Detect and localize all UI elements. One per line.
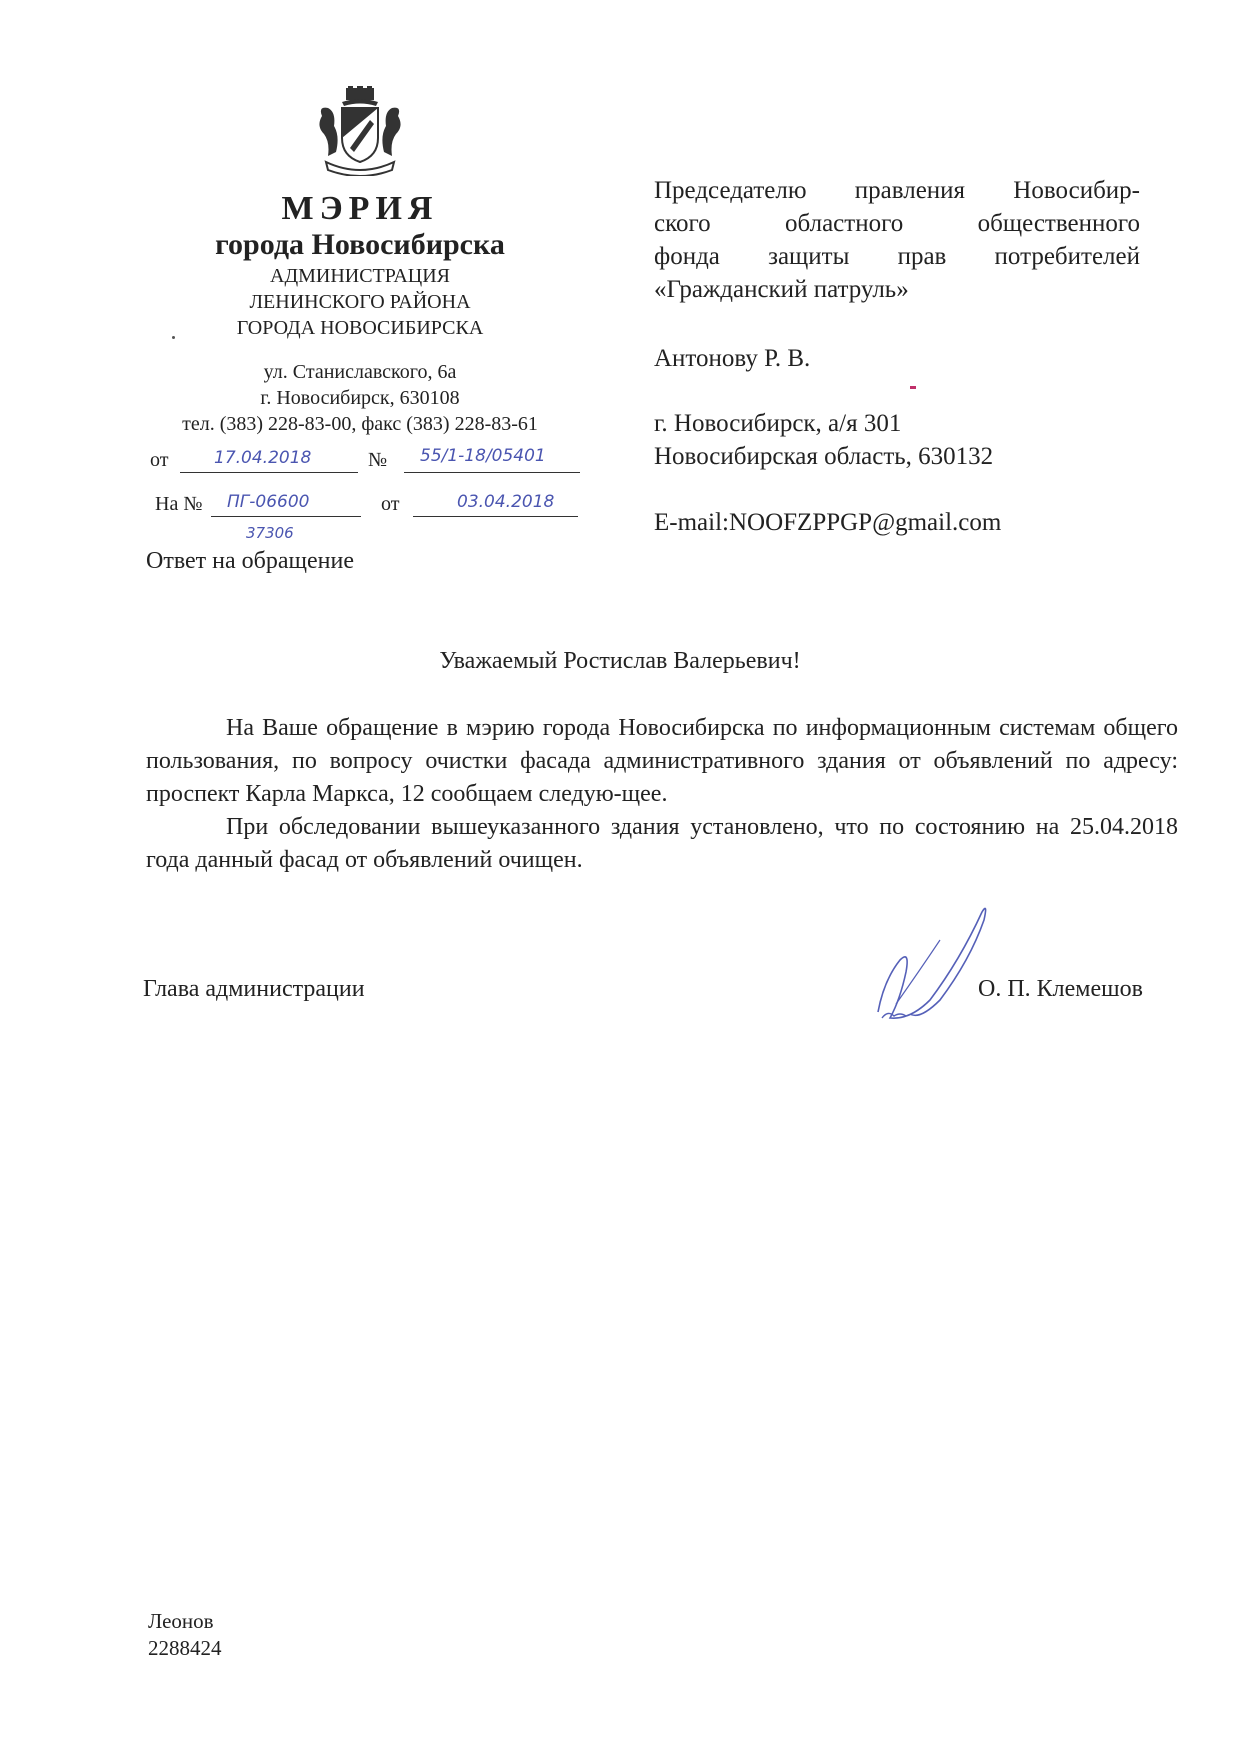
number-value: 55/1-18/05401 [420, 446, 546, 466]
executor-phone: 2288424 [148, 1636, 222, 1660]
signatory-name: О. П. Клемешов [978, 976, 1143, 1002]
ref-number-extra: 37306 [246, 524, 294, 542]
recipient-email: E-mail:NOOFZPPGP@gmail.com [654, 509, 1002, 536]
ref-date-field [413, 490, 578, 517]
ref-number-field [211, 490, 361, 517]
body-paragraph-2: При обследовании вышеуказанного здания установлено, что по состоянию на 25.04.2018 года данный фасад от объявлений очищен. [146, 814, 1178, 873]
executor-block [148, 1608, 222, 1662]
recipient-name: Антонову Р. В. [654, 345, 811, 372]
org-line-district: ЛЕНИНСКОГО РАЙОНА [249, 291, 471, 313]
recipient-address-line-2: Новосибирская область, 630132 [654, 443, 994, 470]
recipient-line-3: фонда защиты прав потребителей [654, 243, 1140, 270]
mayor-office-title: МЭРИЯ [281, 190, 439, 227]
body-paragraph-1: На Ваше обращение в мэрию города Новосибирска по информационным системам общего пользования, по вопросу очистки фасада административного здания от объявлений по адресу: проспект Карла Маркса, 12 сообщаем следую-щее. [146, 715, 1178, 807]
from-date-field [180, 446, 358, 473]
recipient-address-line-1: г. Новосибирск, а/я 301 [654, 410, 902, 437]
recipient-line-4: «Гражданский патруль» [654, 276, 909, 303]
number-label: № [368, 449, 388, 471]
coat-of-arms-icon [312, 86, 408, 176]
scan-speck [172, 336, 175, 339]
ref-number-value: ПГ-06600 [227, 492, 310, 512]
letter-body [146, 712, 1178, 877]
address-street: ул. Станиславского, 6а [263, 361, 457, 383]
scan-mark [910, 386, 916, 389]
address-phone-fax: тел. (383) 228-83-00, факс (383) 228-83-61 [182, 413, 538, 435]
number-field [404, 446, 580, 473]
org-line-administration: АДМИНИСТРАЦИЯ [270, 265, 450, 287]
executor-name: Леонов [148, 1609, 214, 1633]
city-title: города Новосибирска [215, 228, 505, 261]
recipient-line-2: ского областного общественного [654, 210, 1140, 237]
ref-from-label: от [381, 493, 400, 515]
outgoing-registration-row [150, 446, 580, 476]
from-date-value: 17.04.2018 [214, 448, 312, 468]
address-city: г. Новосибирск, 630108 [260, 387, 460, 409]
org-line-city: ГОРОДА НОВОСИБИРСКА [236, 317, 484, 339]
handwritten-signature-icon [870, 900, 1000, 1025]
ref-date-value: 03.04.2018 [457, 492, 555, 512]
salutation: Уважаемый Ростислав Валерьевич! [439, 648, 801, 674]
from-label: от [150, 449, 169, 471]
incoming-reference-row [155, 490, 580, 520]
signatory-title: Глава администрации [143, 976, 365, 1002]
subject-line: Ответ на обращение [146, 548, 354, 574]
recipient-line-1: Председателю правления Новосибир- [654, 177, 1140, 204]
ref-number-label: На № [155, 493, 203, 515]
